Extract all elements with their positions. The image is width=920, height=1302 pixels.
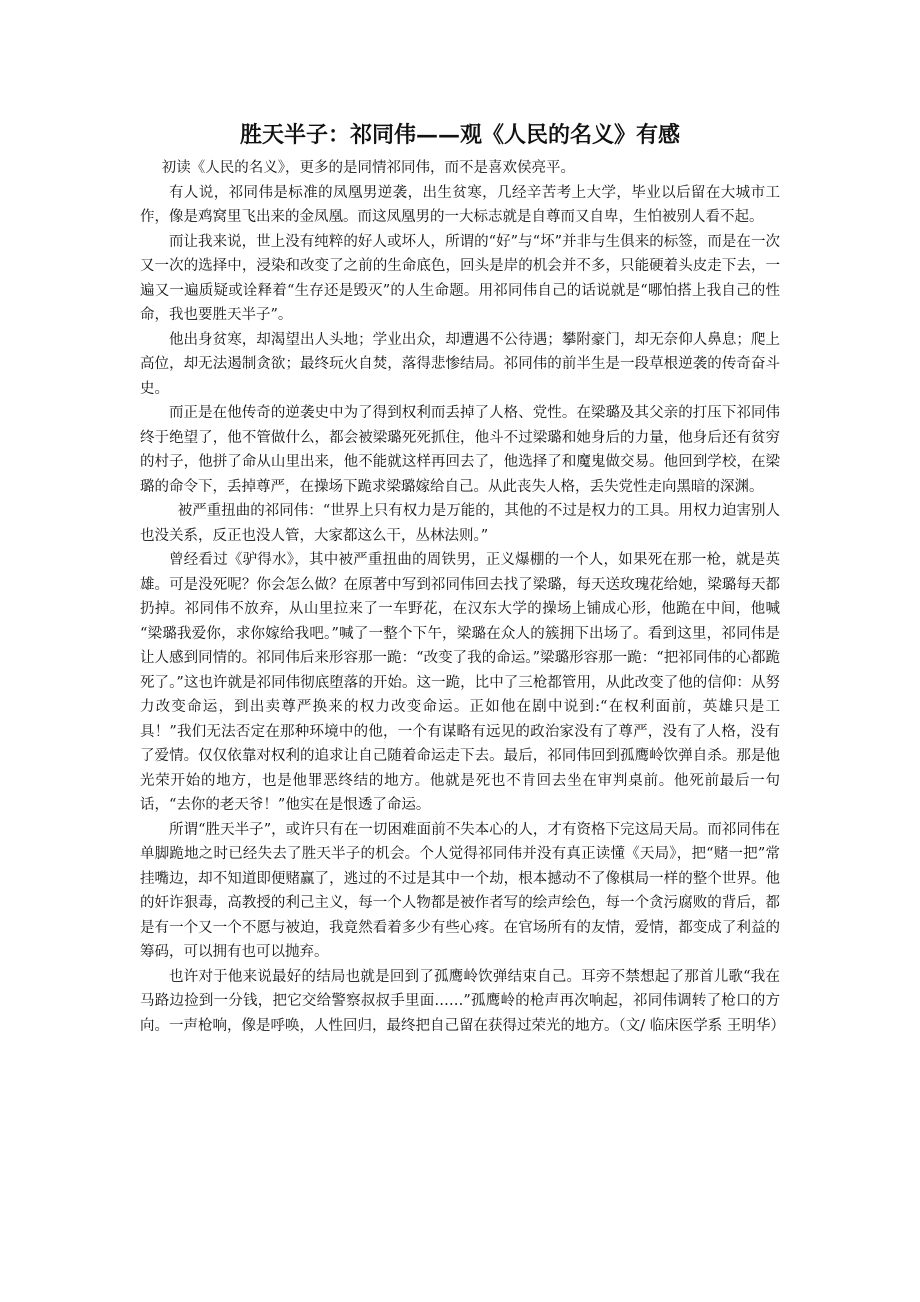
paragraph-8: 所谓“胜天半子”，或许只有在一切困难面前不失本心的人，才有资格下完这局天局。而祁同伟在单脚跪地之时已经失去了胜天半子的机会。个人觉得祁同伟并没有真正读懂《天局》，把“赌一把”常挂嘴边，却不知道即便赌赢了，逃过的不过是其中一个劫，根本撼动不了像棋局一样的整个世界。他的奸诈狠毒，高教授的利己主义，每一个人物都是被作者写的绘声绘色，每一个贪污腐败的背后，都是有一个又一个不愿与被迫，我竟然看着多少有些心疼。在官场所有的友情，爱情，都变成了利益的筹码，可以拥有也可以抛弃。	[140, 821, 780, 960]
article-body	[140, 156, 785, 1038]
paragraph-4: 他出身贫寒，却渴望出人头地；学业出众，却遭遇不公待遇；攀附豪门，却无奈仰人鼻息；爬上高位，却无法遏制贪欲；最终玩火自焚，落得悲惨结局。祁同伟的前半生是一段草根逆袭的传奇奋斗史。	[140, 331, 780, 397]
paragraph-7: 曾经看过《驴得水》，其中被严重扭曲的周铁男，正义爆棚的一个人，如果死在那一枪，就是英雄。可是没死呢？你会怎么做？在原著中写到祁同伟回去找了梁璐，每天送玫瑰花给她，梁璐每天都扔掉。祁同伟不放弃，从山里拉来了一车野花，在汉东大学的操场上铺成心形，他跪在中间，他喊 “梁璐我爱你，求你嫁给我吧。”喊了一整个下午，梁璐在众人的簇拥下出场了。看到这里，祁同伟是让人感到同情的。祁同伟后来形容那一跪：“改变了我的命运。”梁璐形容那一跪：“把祁同伟的心都跪死了。”这也许就是祁同伟彻底堕落的开始。这一跪，比中了三枪都管用，从此改变了他的信仰：从努力改变命运，到出卖尊严换来的权力改变命运。正如他在剧中说到:“在权利面前，英雄只是工具！”我们无法否定在那种环境中的他，一个有谋略有远见的政治家没有了尊严，没有了人格，没有了爱情。仅仅依靠对权利的追求让自己随着命运走下去。最后，祁同伟回到孤鹰岭饮弹自杀。那是他光荣开始的地方，也是他罪恶终结的地方。他就是死也不肯回去坐在审判桌前。他死前最后一句话，“去你的老天爷！”他实在是恨透了命运。	[140, 552, 780, 813]
paragraph-3: 而让我来说，世上没有纯粹的好人或坏人，所谓的“好”与“坏”并非与生俱来的标签，而是在一次又一次的选择中，浸染和改变了之前的生命底色，回头是岸的机会并不多，只能硬着头皮走下去，一遍又一遍质疑或诠释着“生存还是毁灭”的人生命题。用祁同伟自己的话说就是“哪怕搭上我自己的性命，我也要胜天半子”。	[140, 233, 780, 323]
paragraph-1: 初读《人民的名义》，更多的是同情祁同伟，而不是喜欢侯亮平。	[161, 160, 575, 176]
paragraph-6: 被严重扭曲的祁同伟：“世界上只有权力是万能的，其他的不过是权力的工具。用权力迫害别人也没关系，反正也没人管，大家都这么干，丛林法则。”	[140, 503, 780, 544]
paragraph-2: 有人说，祁同伟是标准的凤凰男逆袭，出生贫寒，几经辛苦考上大学，毕业以后留在大城市工作，像是鸡窝里飞出来的金凤凰。而这凤凰男的一大标志就是自尊而又自卑，生怕被别人看不起。	[140, 184, 780, 225]
article-title: 胜天半子：祁同伟——观《人民的名义》有感	[239, 122, 680, 148]
paragraph-9: 也许对于他来说最好的结局也就是回到了孤鹰岭饮弹结束自己。耳旁不禁想起了那首儿歌“我在马路边捡到一分钱，把它交给警察叔叔手里面……”孤鹰岭的枪声再次响起，祁同伟调转了枪口的方向。一声枪响，像是呼唤，人性回归，最终把自己留在获得过荣光的地方。（文/ 临床医学系 王明华）	[140, 968, 785, 1034]
paragraph-5: 而正是在他传奇的逆袭史中为了得到权利而丢掉了人格、党性。在梁璐及其父亲的打压下祁同伟终于绝望了，他不管做什么，都会被梁璐死死抓住，他斗不过梁璐和她身后的力量，他身后还有贫穷的村子，他拼了命从山里出来，他不能就这样再回去了，他选择了和魔鬼做交易。他回到学校，在梁璐的命令下，丢掉尊严，在操场下跪求梁璐嫁给自己。从此丧失人格，丢失党性走向黑暗的深渊。	[140, 405, 780, 495]
